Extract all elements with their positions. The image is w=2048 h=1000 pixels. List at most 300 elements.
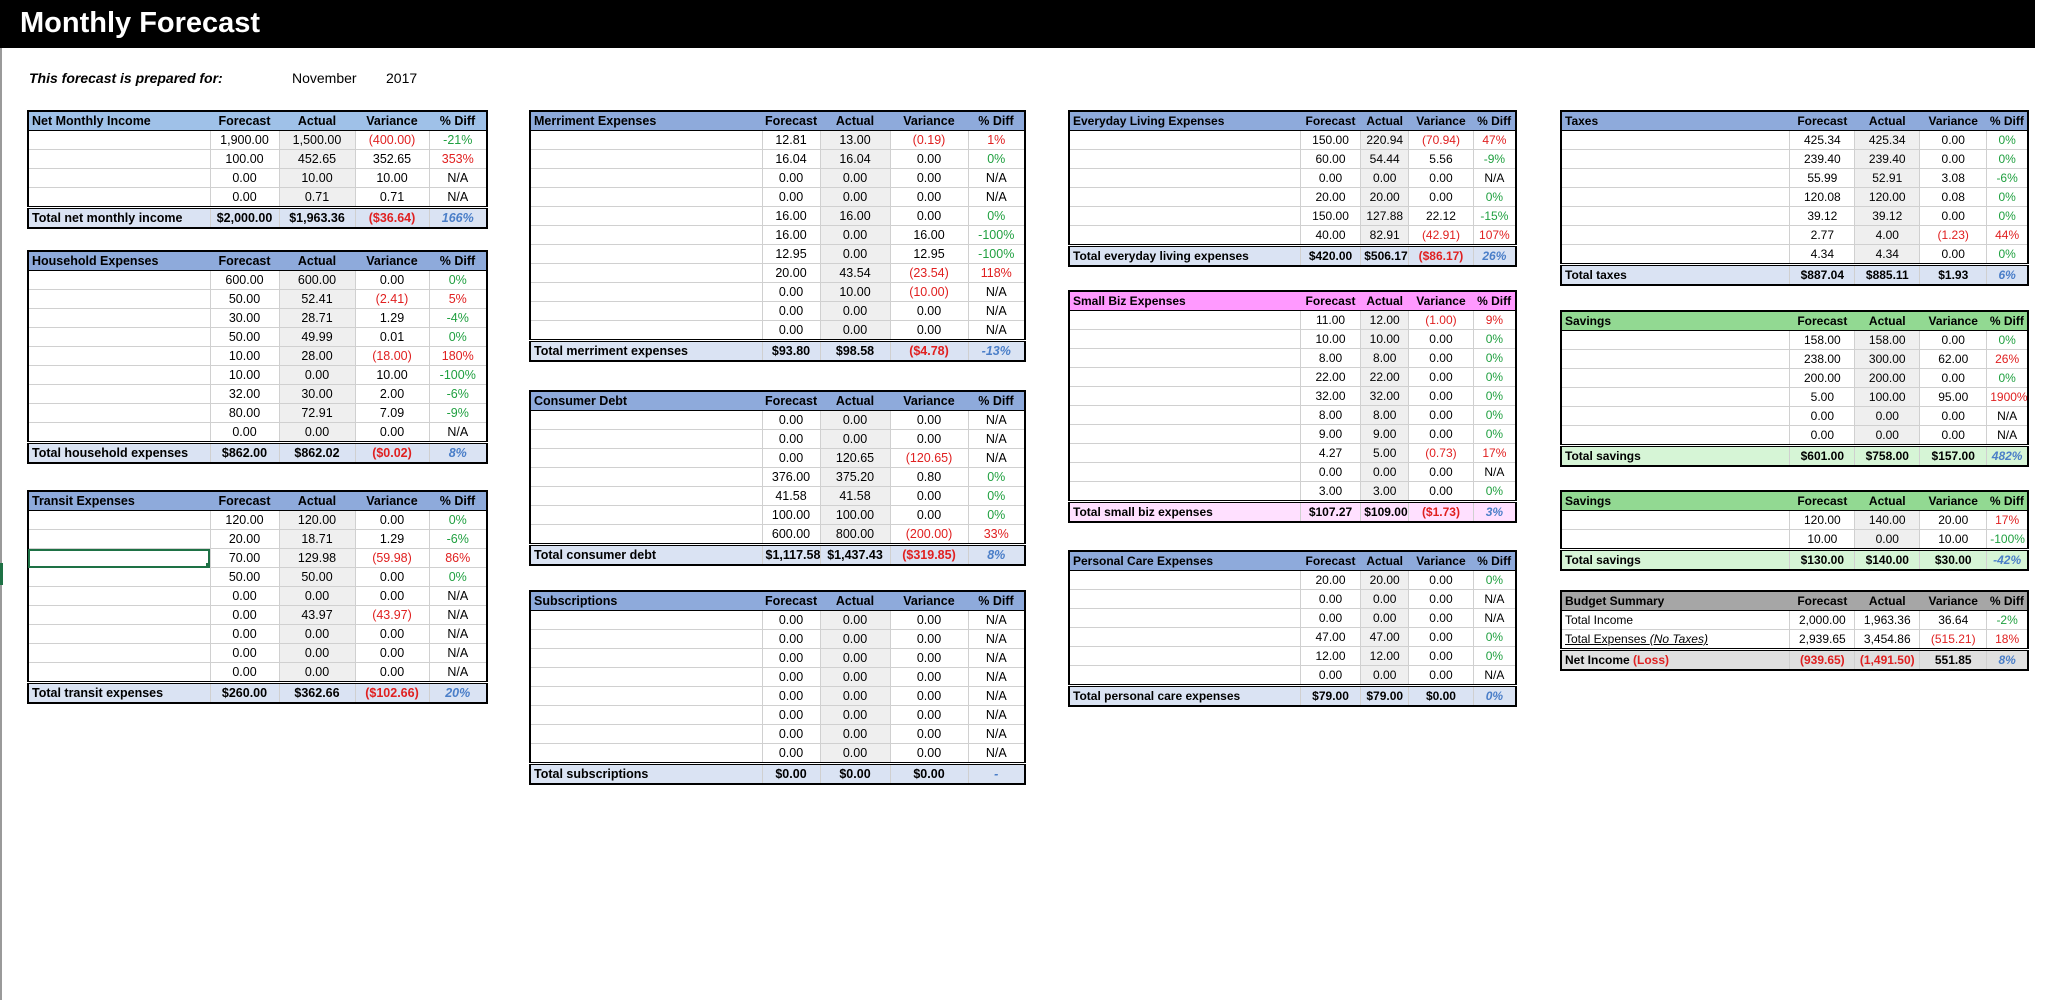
variance-cell[interactable]: 0.08	[1920, 188, 1987, 207]
row-label-cell[interactable]	[1069, 349, 1300, 368]
forecast-cell[interactable]: 0.00	[762, 411, 820, 430]
forecast-cell[interactable]: 0.00	[1790, 407, 1855, 426]
forecast-cell[interactable]: 60.00	[1300, 150, 1360, 169]
actual-cell[interactable]: 82.91	[1361, 226, 1409, 246]
diff-cell[interactable]: 0%	[1473, 571, 1516, 590]
actual-cell[interactable]: 39.12	[1855, 207, 1920, 226]
row-label-cell[interactable]	[1069, 150, 1300, 169]
total-diff[interactable]: 482%	[1987, 446, 2028, 467]
total-actual[interactable]: $1,963.36	[279, 208, 355, 229]
row-label-cell[interactable]	[1561, 407, 1790, 426]
forecast-cell[interactable]: 0.00	[210, 587, 279, 606]
diff-cell[interactable]: 17%	[1987, 511, 2028, 530]
row-label-cell[interactable]	[1561, 207, 1790, 226]
actual-cell[interactable]: 0.00	[820, 649, 890, 668]
row-label-cell[interactable]	[530, 411, 762, 430]
diff-cell[interactable]: N/A	[429, 188, 487, 208]
variance-cell[interactable]: 0.00	[890, 430, 968, 449]
row-label-cell[interactable]	[1069, 444, 1300, 463]
actual-cell[interactable]: 32.00	[1361, 387, 1409, 406]
variance-cell[interactable]: 0.00	[1409, 425, 1474, 444]
forecast-cell[interactable]: 10.00	[1300, 330, 1360, 349]
variance-cell[interactable]: (400.00)	[355, 131, 429, 150]
variance-cell[interactable]: 0.00	[355, 625, 429, 644]
actual-cell[interactable]: 0.00	[820, 706, 890, 725]
actual-cell[interactable]: 0.00	[1361, 609, 1409, 628]
row-label-cell[interactable]	[530, 264, 762, 283]
diff-cell[interactable]: 9%	[1473, 311, 1516, 330]
forecast-cell[interactable]: 22.00	[1300, 368, 1360, 387]
row-label-cell[interactable]	[1561, 511, 1790, 530]
diff-cell[interactable]: -15%	[1473, 207, 1516, 226]
row-label-cell[interactable]	[530, 207, 762, 226]
variance-cell[interactable]: 0.00	[355, 423, 429, 443]
row-label-cell[interactable]	[1561, 226, 1790, 245]
diff-cell[interactable]: N/A	[1473, 169, 1516, 188]
total-actual[interactable]: $140.00	[1855, 550, 1920, 571]
row-label-cell[interactable]	[1069, 330, 1300, 349]
total-forecast[interactable]: $1,117.58	[762, 545, 820, 566]
diff-cell[interactable]: N/A	[1473, 590, 1516, 609]
diff-cell[interactable]: 86%	[429, 549, 487, 568]
actual-cell[interactable]: 800.00	[820, 525, 890, 545]
actual-cell[interactable]: 129.98	[279, 549, 355, 568]
diff-cell[interactable]: N/A	[968, 188, 1025, 207]
row-label-cell[interactable]	[530, 649, 762, 668]
actual-cell[interactable]: 0.71	[279, 188, 355, 208]
variance-cell[interactable]: (200.00)	[890, 525, 968, 545]
actual-cell[interactable]: 43.54	[820, 264, 890, 283]
actual-cell[interactable]: 41.58	[820, 487, 890, 506]
actual-cell[interactable]: 18.71	[279, 530, 355, 549]
diff-cell[interactable]: 0%	[1987, 150, 2028, 169]
forecast-cell[interactable]: 32.00	[1300, 387, 1360, 406]
row-label-cell[interactable]	[28, 309, 210, 328]
variance-cell[interactable]: (1.00)	[1409, 311, 1474, 330]
forecast-cell[interactable]: 0.00	[762, 430, 820, 449]
row-label-cell[interactable]	[28, 290, 210, 309]
variance-cell[interactable]: 0.00	[355, 644, 429, 663]
diff-cell[interactable]: 353%	[429, 150, 487, 169]
forecast-cell[interactable]: 80.00	[210, 404, 279, 423]
row-label-cell[interactable]	[530, 449, 762, 468]
diff-cell[interactable]: 118%	[968, 264, 1025, 283]
forecast-cell[interactable]: 150.00	[1300, 131, 1360, 150]
diff-cell[interactable]: 0%	[1473, 368, 1516, 387]
net-diff[interactable]: 8%	[1987, 650, 2028, 671]
forecast-cell[interactable]: 16.04	[762, 150, 820, 169]
actual-cell[interactable]: 0.00	[820, 611, 890, 630]
diff-cell[interactable]: 0%	[1473, 349, 1516, 368]
actual-cell[interactable]: 0.00	[279, 663, 355, 683]
total-diff[interactable]: -13%	[968, 341, 1025, 362]
actual-cell[interactable]: 20.00	[1361, 571, 1409, 590]
row-label-cell[interactable]	[1561, 350, 1790, 369]
diff-cell[interactable]: 44%	[1987, 226, 2028, 245]
diff-cell[interactable]: -21%	[429, 131, 487, 150]
variance-cell[interactable]: 0.00	[355, 587, 429, 606]
diff-cell[interactable]: N/A	[429, 663, 487, 683]
actual-cell[interactable]: 8.00	[1361, 349, 1409, 368]
actual-cell[interactable]: 4.00	[1855, 226, 1920, 245]
row-label-cell[interactable]	[1069, 463, 1300, 482]
diff-cell[interactable]: N/A	[968, 411, 1025, 430]
row-label-cell[interactable]	[530, 188, 762, 207]
actual-cell[interactable]: 220.94	[1361, 131, 1409, 150]
actual-cell[interactable]: 0.00	[1855, 530, 1920, 550]
diff-cell[interactable]: N/A	[968, 611, 1025, 630]
forecast-cell[interactable]: 0.00	[1300, 463, 1360, 482]
actual-cell[interactable]: 0.00	[279, 423, 355, 443]
actual-cell[interactable]: 0.00	[820, 321, 890, 341]
row-label-cell[interactable]	[28, 423, 210, 443]
actual-cell[interactable]: 0.00	[820, 245, 890, 264]
actual-cell[interactable]: 0.00	[820, 302, 890, 321]
diff-cell[interactable]: 0%	[429, 568, 487, 587]
actual-cell[interactable]: 1,500.00	[279, 131, 355, 150]
forecast-cell[interactable]: 0.00	[210, 188, 279, 208]
variance-cell[interactable]: 0.00	[1409, 349, 1474, 368]
row-label-cell[interactable]	[28, 587, 210, 606]
forecast-cell[interactable]: 50.00	[210, 568, 279, 587]
row-label-cell[interactable]	[1069, 609, 1300, 628]
row-label-cell[interactable]	[1069, 628, 1300, 647]
forecast-cell[interactable]: 0.00	[762, 302, 820, 321]
variance-cell[interactable]: 0.00	[890, 725, 968, 744]
forecast-cell[interactable]: 8.00	[1300, 349, 1360, 368]
diff-cell[interactable]: N/A	[429, 587, 487, 606]
forecast-cell[interactable]: 0.00	[1300, 609, 1360, 628]
total-actual[interactable]: $0.00	[820, 764, 890, 785]
total-diff[interactable]: 8%	[429, 443, 487, 464]
actual-cell[interactable]: 10.00	[1361, 330, 1409, 349]
row-label-cell[interactable]	[28, 606, 210, 625]
net-actual[interactable]: (1,491.50)	[1855, 650, 1920, 671]
actual-cell[interactable]: 0.00	[820, 188, 890, 207]
row-label-cell[interactable]	[28, 530, 210, 549]
total-variance[interactable]: ($4.78)	[890, 341, 968, 362]
variance-cell[interactable]: (10.00)	[890, 283, 968, 302]
total-diff[interactable]: 20%	[429, 683, 487, 704]
variance-cell[interactable]: 2.00	[355, 385, 429, 404]
diff-cell[interactable]: 0%	[1473, 425, 1516, 444]
variance-cell[interactable]: 0.00	[355, 511, 429, 530]
variance-cell[interactable]: 0.00	[1409, 628, 1474, 647]
row-label-cell[interactable]	[28, 663, 210, 683]
forecast-cell[interactable]: 120.00	[210, 511, 279, 530]
forecast-cell[interactable]: 600.00	[762, 525, 820, 545]
diff-cell[interactable]: 180%	[429, 347, 487, 366]
variance-cell[interactable]: 0.00	[890, 411, 968, 430]
diff-cell[interactable]: -100%	[968, 245, 1025, 264]
row-label-cell[interactable]	[1561, 331, 1790, 350]
variance-cell[interactable]: 5.56	[1409, 150, 1474, 169]
total-variance[interactable]: ($36.64)	[355, 208, 429, 229]
variance-cell[interactable]: 95.00	[1920, 388, 1987, 407]
variance-cell[interactable]: 352.65	[355, 150, 429, 169]
total-actual[interactable]: $506.17	[1361, 246, 1409, 267]
forecast-cell[interactable]: 20.00	[762, 264, 820, 283]
row-label-cell[interactable]	[28, 271, 210, 290]
variance-cell[interactable]: (1.23)	[1920, 226, 1987, 245]
diff-cell[interactable]: 0%	[1473, 406, 1516, 425]
variance-cell[interactable]: 1.29	[355, 309, 429, 328]
variance-cell[interactable]: 0.00	[1409, 463, 1474, 482]
actual-cell[interactable]: 100.00	[1855, 388, 1920, 407]
actual-cell[interactable]: 0.00	[1361, 169, 1409, 188]
actual-cell[interactable]: 0.00	[1361, 590, 1409, 609]
total-actual[interactable]: $1,437.43	[820, 545, 890, 566]
total-variance[interactable]: $30.00	[1920, 550, 1987, 571]
actual-cell[interactable]: 47.00	[1361, 628, 1409, 647]
row-label-cell[interactable]	[28, 511, 210, 530]
total-forecast[interactable]: $130.00	[1790, 550, 1855, 571]
variance-cell[interactable]: 0.00	[1920, 245, 1987, 265]
forecast-cell[interactable]: 16.00	[762, 207, 820, 226]
variance-cell[interactable]: 0.00	[890, 188, 968, 207]
diff-cell[interactable]: 26%	[1987, 350, 2028, 369]
forecast-cell[interactable]: 11.00	[1300, 311, 1360, 330]
variance-cell[interactable]: 0.00	[1920, 131, 1987, 150]
prepared-for-year[interactable]: 2017	[386, 70, 418, 86]
variance-cell[interactable]: 0.00	[355, 271, 429, 290]
row-label-cell[interactable]	[530, 687, 762, 706]
forecast-cell[interactable]: 0.00	[210, 606, 279, 625]
forecast-cell[interactable]: 100.00	[762, 506, 820, 525]
actual-cell[interactable]: 72.91	[279, 404, 355, 423]
diff-cell[interactable]: N/A	[429, 606, 487, 625]
net-forecast[interactable]: (939.65)	[1790, 650, 1855, 671]
variance-cell[interactable]: 0.00	[1409, 330, 1474, 349]
forecast-cell[interactable]: 0.00	[210, 423, 279, 443]
row-label-cell[interactable]	[530, 725, 762, 744]
diff-cell[interactable]: 0%	[968, 468, 1025, 487]
variance-cell[interactable]: (70.94)	[1409, 131, 1474, 150]
diff-cell[interactable]: 0%	[1987, 245, 2028, 265]
actual-cell[interactable]: 5.00	[1361, 444, 1409, 463]
row-label-cell[interactable]	[1561, 388, 1790, 407]
row-label-cell[interactable]	[530, 283, 762, 302]
actual-cell[interactable]: 140.00	[1855, 511, 1920, 530]
diff-cell[interactable]: N/A	[1987, 426, 2028, 446]
variance-cell[interactable]: (0.19)	[890, 131, 968, 150]
actual-cell[interactable]: 52.91	[1855, 169, 1920, 188]
actual-cell[interactable]: 0.00	[820, 725, 890, 744]
forecast-cell[interactable]: 238.00	[1790, 350, 1855, 369]
diff-cell[interactable]: -6%	[429, 385, 487, 404]
variance-cell[interactable]: 0.00	[890, 630, 968, 649]
row-label-cell[interactable]	[1069, 207, 1300, 226]
actual-cell[interactable]: 600.00	[279, 271, 355, 290]
diff-cell[interactable]: N/A	[429, 423, 487, 443]
variance-cell[interactable]: 20.00	[1920, 511, 1987, 530]
actual-cell[interactable]: 54.44	[1361, 150, 1409, 169]
row-label-cell[interactable]	[530, 487, 762, 506]
total-actual[interactable]: $79.00	[1361, 686, 1409, 707]
row-label-cell[interactable]	[28, 385, 210, 404]
total-variance[interactable]: ($1.73)	[1409, 502, 1474, 523]
diff-cell[interactable]: 0%	[1473, 482, 1516, 502]
row-label-cell[interactable]	[1069, 387, 1300, 406]
total-variance[interactable]: $0.00	[890, 764, 968, 785]
diff-cell[interactable]: N/A	[1473, 463, 1516, 482]
variance-cell[interactable]: 0.00	[1920, 426, 1987, 446]
row-label-cell[interactable]	[1069, 425, 1300, 444]
forecast-cell[interactable]: 47.00	[1300, 628, 1360, 647]
row-label-cell[interactable]	[1561, 245, 1790, 265]
diff-cell[interactable]: 0%	[429, 511, 487, 530]
row-label-cell[interactable]	[28, 366, 210, 385]
row-label-cell[interactable]	[1069, 188, 1300, 207]
actual-cell[interactable]: 16.04	[820, 150, 890, 169]
row-label-cell[interactable]	[28, 568, 210, 587]
diff-cell[interactable]: 18%	[1987, 630, 2028, 650]
variance-cell[interactable]: 0.00	[890, 169, 968, 188]
actual-cell[interactable]: 425.34	[1855, 131, 1920, 150]
prepared-for-month[interactable]: November	[292, 70, 357, 86]
forecast-cell[interactable]: 16.00	[762, 226, 820, 245]
diff-cell[interactable]: N/A	[968, 169, 1025, 188]
forecast-cell[interactable]: 0.00	[210, 169, 279, 188]
actual-cell[interactable]: 28.00	[279, 347, 355, 366]
row-label-cell[interactable]	[530, 150, 762, 169]
diff-cell[interactable]: N/A	[968, 302, 1025, 321]
total-diff[interactable]: 0%	[1473, 686, 1516, 707]
actual-cell[interactable]: 0.00	[820, 630, 890, 649]
forecast-cell[interactable]: 2.77	[1790, 226, 1855, 245]
actual-cell[interactable]: 239.40	[1855, 150, 1920, 169]
total-diff[interactable]: -	[968, 764, 1025, 785]
variance-cell[interactable]: 12.95	[890, 245, 968, 264]
forecast-cell[interactable]: 10.00	[1790, 530, 1855, 550]
actual-cell[interactable]: 0.00	[1361, 463, 1409, 482]
row-label-cell[interactable]	[1069, 590, 1300, 609]
variance-cell[interactable]: 0.00	[1409, 169, 1474, 188]
variance-cell[interactable]: 0.00	[1409, 666, 1474, 686]
row-label-cell[interactable]	[1561, 188, 1790, 207]
diff-cell[interactable]: -6%	[429, 530, 487, 549]
total-forecast[interactable]: $93.80	[762, 341, 820, 362]
diff-cell[interactable]: -9%	[429, 404, 487, 423]
forecast-cell[interactable]: 10.00	[210, 347, 279, 366]
forecast-cell[interactable]: 376.00	[762, 468, 820, 487]
diff-cell[interactable]: 0%	[1987, 369, 2028, 388]
total-variance[interactable]: ($102.66)	[355, 683, 429, 704]
row-label-cell[interactable]	[28, 150, 210, 169]
actual-cell[interactable]: 120.00	[279, 511, 355, 530]
diff-cell[interactable]: 47%	[1473, 131, 1516, 150]
forecast-cell[interactable]: 0.00	[762, 630, 820, 649]
forecast-cell[interactable]: 0.00	[762, 687, 820, 706]
diff-cell[interactable]: -4%	[429, 309, 487, 328]
forecast-cell[interactable]: 20.00	[1300, 188, 1360, 207]
row-label-cell[interactable]	[1069, 482, 1300, 502]
row-label-cell[interactable]	[530, 506, 762, 525]
row-label-cell[interactable]	[1069, 311, 1300, 330]
actual-cell[interactable]: 3.00	[1361, 482, 1409, 502]
actual-cell[interactable]: 0.00	[1855, 426, 1920, 446]
variance-cell[interactable]: 0.00	[355, 568, 429, 587]
row-label-cell[interactable]	[1561, 369, 1790, 388]
row-label-cell[interactable]	[1561, 131, 1790, 150]
total-actual[interactable]: $758.00	[1855, 446, 1920, 467]
total-actual[interactable]: $885.11	[1855, 265, 1920, 286]
diff-cell[interactable]: 1%	[968, 131, 1025, 150]
row-label-cell[interactable]	[530, 169, 762, 188]
forecast-cell[interactable]: 4.34	[1790, 245, 1855, 265]
row-label-cell[interactable]	[1561, 426, 1790, 446]
forecast-cell[interactable]: 20.00	[210, 530, 279, 549]
variance-cell[interactable]: 0.00	[1920, 407, 1987, 426]
actual-cell[interactable]: 43.97	[279, 606, 355, 625]
total-forecast[interactable]: $79.00	[1300, 686, 1360, 707]
actual-cell[interactable]: 30.00	[279, 385, 355, 404]
row-label-cell[interactable]	[28, 328, 210, 347]
diff-cell[interactable]: -100%	[968, 226, 1025, 245]
diff-cell[interactable]: 0%	[968, 150, 1025, 169]
variance-cell[interactable]: 10.00	[355, 169, 429, 188]
forecast-cell[interactable]: 0.00	[1300, 169, 1360, 188]
diff-cell[interactable]: 33%	[968, 525, 1025, 545]
variance-cell[interactable]: 0.00	[1920, 369, 1987, 388]
forecast-cell[interactable]: 120.08	[1790, 188, 1855, 207]
diff-cell[interactable]: -100%	[429, 366, 487, 385]
total-forecast[interactable]: $0.00	[762, 764, 820, 785]
diff-cell[interactable]: 0%	[968, 487, 1025, 506]
actual-cell[interactable]: 452.65	[279, 150, 355, 169]
diff-cell[interactable]: N/A	[968, 321, 1025, 341]
variance-cell[interactable]: 0.71	[355, 188, 429, 208]
variance-cell[interactable]: 0.00	[890, 706, 968, 725]
diff-cell[interactable]: -9%	[1473, 150, 1516, 169]
variance-cell[interactable]: 3.08	[1920, 169, 1987, 188]
diff-cell[interactable]: 0%	[968, 506, 1025, 525]
diff-cell[interactable]: 0%	[1473, 387, 1516, 406]
variance-cell[interactable]: 0.00	[1920, 207, 1987, 226]
total-forecast[interactable]: $420.00	[1300, 246, 1360, 267]
row-label-cell[interactable]	[1069, 226, 1300, 246]
actual-cell[interactable]: 300.00	[1855, 350, 1920, 369]
row-label-cell[interactable]	[28, 169, 210, 188]
total-diff[interactable]: 8%	[968, 545, 1025, 566]
diff-cell[interactable]: N/A	[968, 744, 1025, 764]
forecast-cell[interactable]: 0.00	[762, 649, 820, 668]
variance-cell[interactable]: 0.00	[1409, 647, 1474, 666]
diff-cell[interactable]: 0%	[968, 207, 1025, 226]
diff-cell[interactable]: N/A	[429, 644, 487, 663]
diff-cell[interactable]: N/A	[1987, 407, 2028, 426]
actual-cell[interactable]: 0.00	[279, 366, 355, 385]
forecast-cell[interactable]: 0.00	[1300, 590, 1360, 609]
forecast-cell[interactable]: 158.00	[1790, 331, 1855, 350]
row-label-cell[interactable]	[530, 468, 762, 487]
diff-cell[interactable]: 0%	[1987, 131, 2028, 150]
variance-cell[interactable]: 0.00	[890, 744, 968, 764]
actual-cell[interactable]: 49.99	[279, 328, 355, 347]
row-label-cell[interactable]	[530, 630, 762, 649]
variance-cell[interactable]: 0.00	[890, 150, 968, 169]
actual-cell[interactable]: 0.00	[820, 411, 890, 430]
forecast-cell[interactable]: 70.00	[210, 549, 279, 568]
diff-cell[interactable]: N/A	[968, 430, 1025, 449]
forecast-cell[interactable]: 40.00	[1300, 226, 1360, 246]
row-label-cell[interactable]	[530, 131, 762, 150]
forecast-cell[interactable]: 50.00	[210, 290, 279, 309]
variance-cell[interactable]: 0.00	[890, 321, 968, 341]
variance-cell[interactable]: 0.00	[890, 302, 968, 321]
forecast-cell[interactable]: 32.00	[210, 385, 279, 404]
actual-cell[interactable]: 200.00	[1855, 369, 1920, 388]
